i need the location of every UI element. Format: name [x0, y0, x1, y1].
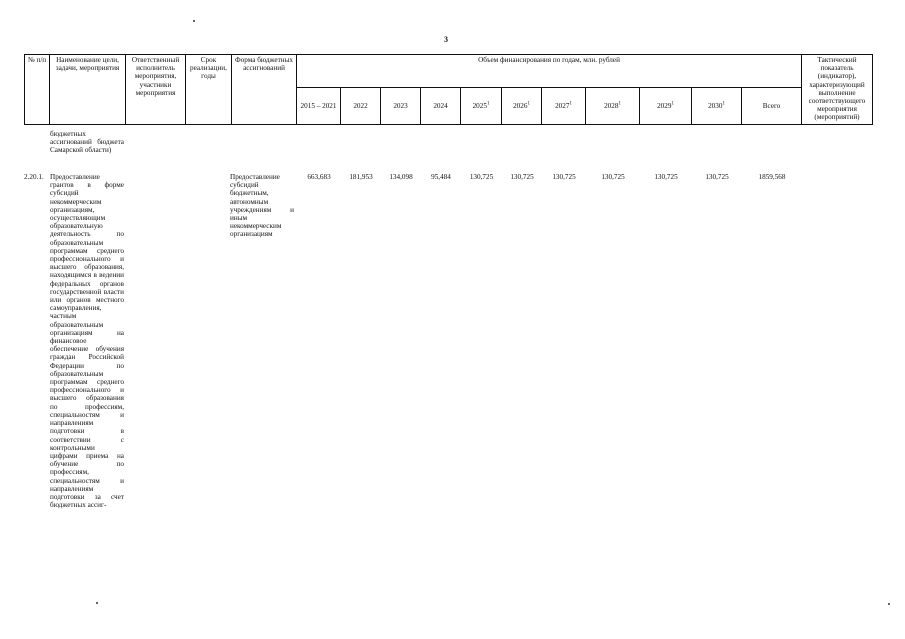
- header-indicator: Тактический показатель (индикатор), характеризующий выполнение соответствующего мероприятия (мероприятий): [802, 55, 873, 125]
- year-header: 2025$^1$: [461, 88, 502, 125]
- total-header: Всего: [742, 88, 802, 125]
- header-name: Наименование цели, задачи, мероприятия: [50, 55, 126, 125]
- header-executor: Ответственный исполнитель мероприятия, участники мероприятия: [126, 55, 186, 125]
- value-total: 1859,568: [758, 173, 786, 181]
- header-form: Форма бюджетных ассигнований: [232, 55, 297, 125]
- year-header: 2024: [421, 88, 461, 125]
- header-term: Срок реализации, годы: [186, 55, 232, 125]
- row-name: Предоставление грантов в форме субсидий некоммерческим организациям, осуществляющим образовательную деятельность по образовательным программам среднего профессионального и высшего образования, находящимся в ведении федеральных органов государственной власти или органов местного самоуправления, частным образовательным организациям на финансовое обеспечение обучения граждан Российской Федерации по образовательным программам среднего профессионального и высшего образования по профессиям, специальностям и направлениям подготовки в соответствии с контрольными цифрами приема на обучение по профессиям, специальностям и направлениям подготовки за счет бюджетных ассиг-: [50, 173, 124, 510]
- year-header: 2030$^1$: [692, 88, 742, 125]
- scan-speck: [193, 20, 195, 22]
- value-2028: 130,725: [601, 173, 625, 181]
- table-body: [24, 128, 884, 608]
- year-header: 2028$^1$: [586, 88, 640, 125]
- value-2024: 95,484: [431, 173, 451, 181]
- value-2025: 130,725: [469, 173, 494, 181]
- value-2029: 130,725: [654, 173, 678, 181]
- value-2022: 181,953: [349, 173, 373, 181]
- row-number: 2.20.1.: [24, 173, 44, 181]
- year-header: 2015 – 2021: [297, 88, 341, 125]
- header-funding: Объем финансирования по годам, млн. рублей: [297, 55, 802, 88]
- year-header: 2027$^1$: [542, 88, 586, 125]
- value-2015-2021: 663,683: [307, 173, 331, 181]
- continuation-text: бюджетных ассигнований бюджета Самарской области): [50, 130, 124, 155]
- year-header: 2023: [381, 88, 421, 125]
- value-2027: 130,725: [552, 173, 576, 181]
- header-num: № п/п: [25, 55, 50, 125]
- value-2023: 134,098: [389, 173, 413, 181]
- value-2030: 130,725: [705, 173, 729, 181]
- scan-speck: [888, 603, 890, 605]
- page-number: 3: [444, 35, 448, 44]
- year-header: 2029$^1$: [640, 88, 692, 125]
- row-form: Предоставление субсидий бюджетным, автономным учреждениям и иным некоммерческим организациям: [230, 173, 294, 239]
- year-header: 2026$^1$: [502, 88, 542, 125]
- financing-table-header: [24, 54, 873, 125]
- year-header: 2022: [341, 88, 381, 125]
- value-2026: 130,725: [510, 173, 534, 181]
